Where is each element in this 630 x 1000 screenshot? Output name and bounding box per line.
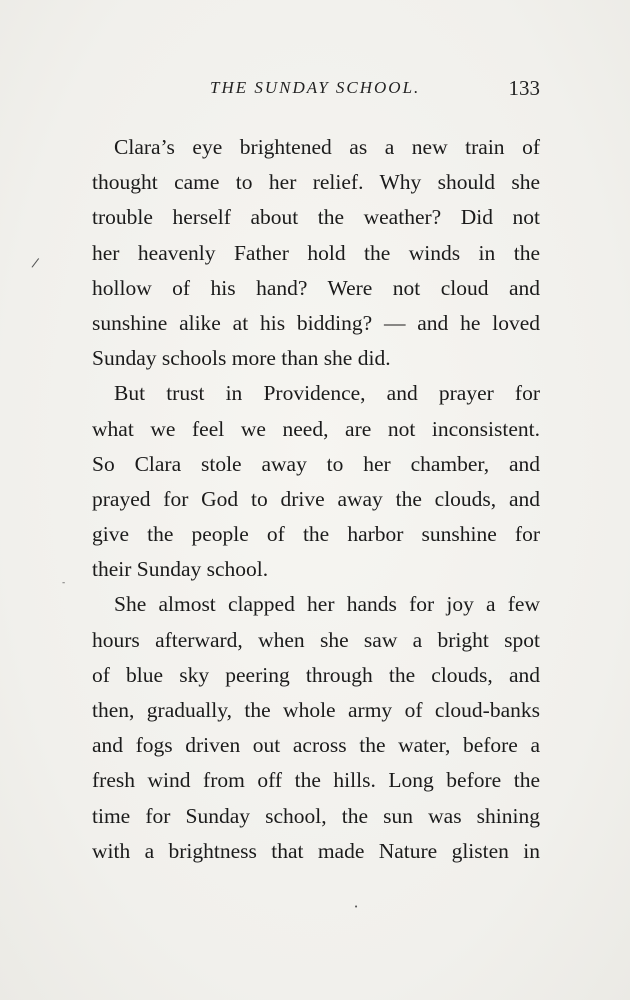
page-header	[90, 78, 540, 106]
margin-mark: /	[30, 255, 40, 272]
text-line: So Clara stole away to her chamber, and	[92, 451, 540, 476]
text-line: thought came to her relief. Why should she	[92, 170, 540, 195]
margin-mark: •	[354, 903, 359, 911]
text-line: of blue sky peering through the clouds, and	[92, 662, 540, 687]
text-line: hours afterward, when she saw a bright spot	[92, 627, 540, 652]
running-title: THE SUNDAY SCHOOL.	[210, 78, 421, 97]
text-line: But trust in Providence, and prayer for	[114, 381, 540, 406]
text-line: Clara’s eye brightened as a new train of	[114, 135, 540, 159]
text-line: She almost clapped her hands for joy a few	[114, 592, 540, 617]
paragraph	[92, 130, 540, 376]
text-line: and fogs driven out across the water, before a	[92, 733, 540, 758]
text-line: give the people of the harbor sunshine for	[92, 522, 540, 547]
text-line: prayed for God to drive away the clouds, and	[92, 486, 540, 511]
text-line: fresh wind from off the hills. Long before the	[92, 768, 540, 793]
text-line: sunshine alike at his bidding? — and he loved	[92, 310, 540, 335]
paragraph	[92, 376, 540, 587]
paragraph	[92, 587, 540, 869]
text-line: their Sunday school.	[92, 557, 269, 582]
text-line: trouble herself about the weather? Did not	[92, 205, 540, 230]
text-line: hollow of his hand? Were not cloud and	[92, 275, 540, 300]
text-line: Sunday schools more than she did.	[92, 346, 391, 371]
page-number: 133	[508, 76, 540, 100]
text-line: her heavenly Father hold the winds in the	[92, 240, 540, 265]
text-line: with a brightness that made Nature glisten in	[92, 838, 540, 863]
body-text	[92, 130, 540, 869]
margin-mark: -	[62, 578, 66, 588]
text-line: what we feel we need, are not inconsistent.	[92, 416, 540, 441]
text-line: time for Sunday school, the sun was shining	[92, 803, 540, 828]
text-line: then, gradually, the whole army of cloud-banks	[92, 698, 540, 722]
